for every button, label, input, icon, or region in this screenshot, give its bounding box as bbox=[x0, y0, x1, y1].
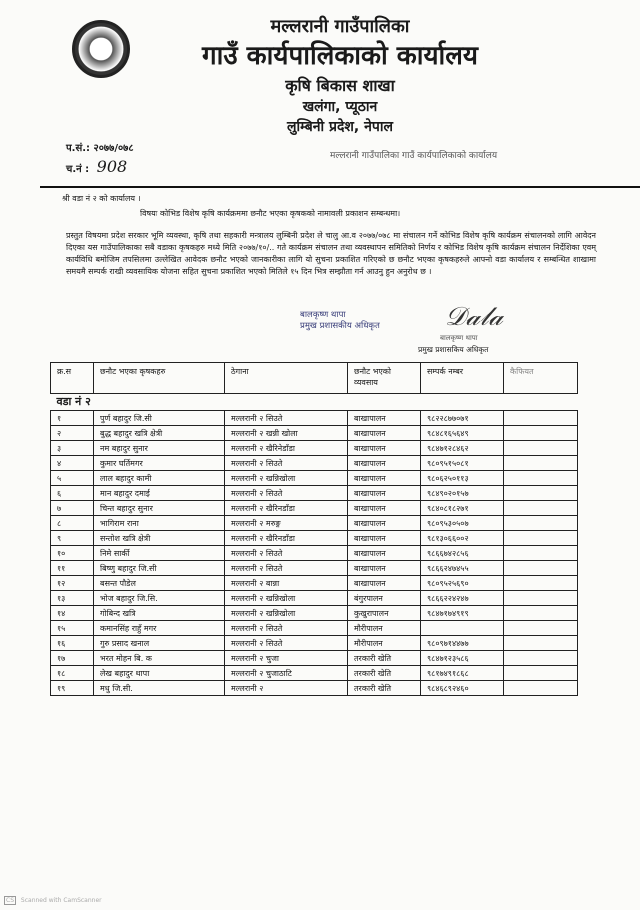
table-row bbox=[51, 516, 578, 531]
cell-sn: १४ bbox=[51, 606, 94, 621]
signatory-title: प्रमुख प्रशासकिय अधिकृत bbox=[418, 345, 489, 354]
cell-farmer-name: पुर्ण बहादुर जि.सी bbox=[94, 411, 225, 426]
cell-business: बंगुरपालन bbox=[348, 591, 421, 606]
col-business: छनौट भएको व्यवसाय bbox=[348, 363, 421, 394]
table-row bbox=[51, 621, 578, 636]
cell-address: मल्लरानी २ खैरिनडाँडा bbox=[225, 531, 348, 546]
dispatch-label: च.नं : bbox=[66, 164, 90, 175]
cell-farmer-name: मान बहादुर दमाई bbox=[94, 486, 225, 501]
municipality-name: मल्लरानी गाउँपालिका bbox=[270, 16, 410, 37]
cell-farmer-name: लाल बहादुर कामी bbox=[94, 471, 225, 486]
cell-business: मौरीपालन bbox=[348, 621, 421, 636]
table-row bbox=[51, 651, 578, 666]
cell-business: बाखापालन bbox=[348, 486, 421, 501]
table-row bbox=[51, 546, 578, 561]
cell-remarks bbox=[504, 621, 578, 636]
cell-remarks bbox=[504, 516, 578, 531]
cell-address: मल्लरानी २ खन्निखोला bbox=[225, 606, 348, 621]
cell-business: कुखुरापालन bbox=[348, 606, 421, 621]
table-row bbox=[51, 666, 578, 681]
cell-sn: ६ bbox=[51, 486, 94, 501]
cell-remarks bbox=[504, 411, 578, 426]
cell-business: तरकारी खेति bbox=[348, 651, 421, 666]
office-stamp: मल्लरानी गाउँपालिका गाउँ कार्यपालिकाको कार्यालय bbox=[330, 151, 498, 161]
cell-remarks bbox=[504, 651, 578, 666]
cell-address: मल्लरानी २ सिउते bbox=[225, 411, 348, 426]
cell-remarks bbox=[504, 636, 578, 651]
cell-business: बाखापालन bbox=[348, 576, 421, 591]
dispatch-number: 908 bbox=[96, 157, 128, 176]
cell-sn: ४ bbox=[51, 456, 94, 471]
cell-sn: १८ bbox=[51, 666, 94, 681]
cell-phone: ९८४६८९२४६० bbox=[421, 681, 504, 696]
cell-sn: १७ bbox=[51, 651, 94, 666]
col-sn: क्र.स bbox=[51, 363, 94, 394]
officer-stamp bbox=[300, 310, 380, 332]
cell-farmer-name: बिष्णु बहादुर जि.सी bbox=[94, 561, 225, 576]
cell-business: तरकारी खेति bbox=[348, 681, 421, 696]
cell-remarks bbox=[504, 501, 578, 516]
cell-business: बाखापालन bbox=[348, 411, 421, 426]
cell-sn: ८ bbox=[51, 516, 94, 531]
letter-body: प्रस्तुत विषयमा प्रदेश सरकार भूमि व्यवस्था, कृषि तथा सहकारी मन्त्रालय लुम्बिनी प्रदेश ले चालु आ.व २०७७/०७८ मा संचालन गर्ने कोभिड विशेष कृषि कार्यक्रम संचालनको लागि आवेदन दिएका यस गाउँपालिकाका सबै वडाका कृषकहरु मध्ये मिति २०७७/१०/.. गते कार्यक्रम संचालन तथा व्यवस्थापन समितिको निर्णय र कोभिड विशेष कृषि कार्यक्रम संचालन निर्देशिका एवम् कार्यविधि बमोजिम तपसिलमा उल्लेखित आवेदक छनौट भएको जानकारीका लागि यो सुचना प्रकाशित गरिएको छ छनौट भएका कृषकहरुले आफ्नो वडा कार्यालय र सम्बन्धित शाखामा समयमै सम्पर्क राखी व्यवसायिक योजना सहित सुचना प्रकाशित भएको मितिले १५ दिन भित्र सम्झौता गर्न आउनु हुन अनुरोध छ । bbox=[66, 231, 596, 276]
cell-farmer-name: निमे सार्की bbox=[94, 546, 225, 561]
cell-business: बाखापालन bbox=[348, 441, 421, 456]
fiscal-label: प.सं.: bbox=[66, 143, 91, 154]
table-row bbox=[51, 456, 578, 471]
cell-remarks bbox=[504, 441, 578, 456]
table-row bbox=[51, 591, 578, 606]
cell-phone: ९८६६२४७४५५ bbox=[421, 561, 504, 576]
cell-business: बाखापालन bbox=[348, 531, 421, 546]
cell-phone: ९८०९७१४४७७ bbox=[421, 636, 504, 651]
cell-address: मल्लरानी २ चुजा bbox=[225, 651, 348, 666]
cell-remarks bbox=[504, 486, 578, 501]
header-divider bbox=[40, 186, 640, 188]
cell-address: मल्लरानी २ मरुङ्ग bbox=[225, 516, 348, 531]
cell-farmer-name: लेख बहादुर थापा bbox=[94, 666, 225, 681]
cell-address: मल्लरानी २ खैरिनडाँडा bbox=[225, 501, 348, 516]
cell-sn: १५ bbox=[51, 621, 94, 636]
table-row bbox=[51, 441, 578, 456]
signature: 𝒟𝒶𝓁𝒶 bbox=[445, 302, 503, 332]
selected-farmers-table bbox=[50, 362, 578, 696]
stamp-name: बालकृष्ण थापा bbox=[300, 310, 346, 320]
cell-business: बाखापालन bbox=[348, 561, 421, 576]
col-farmer-name: छनौट भएका कृषकहरु bbox=[94, 363, 225, 394]
cell-business: बाखापालन bbox=[348, 456, 421, 471]
cell-farmer-name: मधु जि.सी. bbox=[94, 681, 225, 696]
cell-phone: ९८६६७४२८५६ bbox=[421, 546, 504, 561]
table-row bbox=[51, 411, 578, 426]
government-emblem-logo bbox=[72, 20, 130, 78]
cell-remarks bbox=[504, 681, 578, 696]
cell-phone: ९८०९५२५६९० bbox=[421, 576, 504, 591]
stamp-title: प्रमुख प्रशासकीय अधिकृत bbox=[300, 321, 380, 331]
table-row bbox=[51, 636, 578, 651]
cell-phone: ९८४९०२०१५७ bbox=[421, 486, 504, 501]
cell-sn: १ bbox=[51, 411, 94, 426]
location: खलंगा, प्यूठान bbox=[302, 99, 378, 115]
cell-business: बाखापालन bbox=[348, 546, 421, 561]
cell-phone: ९८६६२२४२४७ bbox=[421, 591, 504, 606]
cell-sn: १९ bbox=[51, 681, 94, 696]
cell-farmer-name: कुमार घर्तिमगर bbox=[94, 456, 225, 471]
cell-remarks bbox=[504, 561, 578, 576]
cell-farmer-name: बसन्त पौडेल bbox=[94, 576, 225, 591]
cell-phone: ९८४७१२३५८६ bbox=[421, 651, 504, 666]
cell-farmer-name: भागिराम राना bbox=[94, 516, 225, 531]
table-row bbox=[51, 576, 578, 591]
cell-phone: ९८०९५१५०८१ bbox=[421, 456, 504, 471]
cell-sn: ७ bbox=[51, 501, 94, 516]
cell-sn: १६ bbox=[51, 636, 94, 651]
cell-phone: ९८४७१२८४६२ bbox=[421, 441, 504, 456]
cell-sn: ९ bbox=[51, 531, 94, 546]
cell-farmer-name: नम बहादुर सुनार bbox=[94, 441, 225, 456]
signatory-name: बालकृष्ण थापा bbox=[440, 334, 478, 342]
table-row bbox=[51, 426, 578, 441]
cell-farmer-name: बुद्ध बहादुर खत्रि क्षेत्री bbox=[94, 426, 225, 441]
cell-remarks bbox=[504, 591, 578, 606]
cell-business: बाखापालन bbox=[348, 426, 421, 441]
table-row bbox=[51, 471, 578, 486]
cell-address: मल्लरानी २ बान्ना bbox=[225, 576, 348, 591]
scanner-text: Scanned with CamScanner bbox=[20, 897, 102, 904]
cell-phone: ९८१३०६६००२ bbox=[421, 531, 504, 546]
col-remarks: कैफियत bbox=[504, 363, 578, 394]
cell-remarks bbox=[504, 531, 578, 546]
cell-address: मल्लरानी २ खन्निखोला bbox=[225, 591, 348, 606]
cell-phone: ९८४८१६५६४९ bbox=[421, 426, 504, 441]
camscanner-icon: CS bbox=[6, 897, 14, 904]
cell-remarks bbox=[504, 456, 578, 471]
cell-address: मल्लरानी २ सिउते bbox=[225, 561, 348, 576]
cell-phone: ९८०९५३०५०७ bbox=[421, 516, 504, 531]
cell-farmer-name: कमानसिंह राहुँ मगर bbox=[94, 621, 225, 636]
cell-sn: ३ bbox=[51, 441, 94, 456]
province: लुम्बिनी प्रदेश, नेपाल bbox=[287, 119, 393, 135]
cell-sn: १० bbox=[51, 546, 94, 561]
cell-farmer-name: चिन्त बहादुर सुनार bbox=[94, 501, 225, 516]
cell-phone: ९८४०८१८२७१ bbox=[421, 501, 504, 516]
ward-label: वडा नं २ bbox=[51, 394, 578, 411]
cell-farmer-name: सन्तोश खत्रि क्षेत्री bbox=[94, 531, 225, 546]
cell-address: मल्लरानी २ सिउते bbox=[225, 621, 348, 636]
table-row bbox=[51, 681, 578, 696]
table-row bbox=[51, 531, 578, 546]
table-header-row bbox=[51, 363, 578, 394]
cell-phone: ९८०६२५०११३ bbox=[421, 471, 504, 486]
cell-phone: ९८२२८७७०७१ bbox=[421, 411, 504, 426]
cell-remarks bbox=[504, 426, 578, 441]
cell-phone bbox=[421, 621, 504, 636]
cell-sn: ५ bbox=[51, 471, 94, 486]
table-row bbox=[51, 486, 578, 501]
cell-farmer-name: गोबिन्द खत्रि bbox=[94, 606, 225, 621]
table-row bbox=[51, 561, 578, 576]
cell-address: मल्लरानी २ चुजाठाटि bbox=[225, 666, 348, 681]
cell-sn: १३ bbox=[51, 591, 94, 606]
cell-address: मल्लरानी २ खन्नी खोला bbox=[225, 426, 348, 441]
cell-remarks bbox=[504, 576, 578, 591]
cell-remarks bbox=[504, 471, 578, 486]
cell-address: मल्लरानी २ सिउते bbox=[225, 546, 348, 561]
dispatch-ref bbox=[66, 157, 128, 177]
subject-line: विषयः कोभिड विशेष कृषि कार्यक्रममा छनौट भएका कृषकको नामावली प्रकाशन सम्बन्धमा। bbox=[140, 209, 401, 218]
col-address: ठेगाना bbox=[225, 363, 348, 394]
table-row bbox=[51, 606, 578, 621]
cell-address: मल्लरानी २ सिउते bbox=[225, 636, 348, 651]
cell-business: बाखापालन bbox=[348, 501, 421, 516]
branch-name: कृषि बिकास शाखा bbox=[285, 76, 395, 95]
fiscal-year: २०७७/०७८ bbox=[93, 143, 134, 154]
addressee: श्री वडा नं २ को कार्यालय । bbox=[62, 194, 141, 203]
office-name: गाउँ कार्यपालिकाको कार्यालय bbox=[202, 41, 478, 71]
cell-remarks bbox=[504, 606, 578, 621]
cell-sn: ११ bbox=[51, 561, 94, 576]
col-phone: सम्पर्क नम्बर bbox=[421, 363, 504, 394]
cell-business: तरकारी खेति bbox=[348, 666, 421, 681]
cell-remarks bbox=[504, 666, 578, 681]
cell-remarks bbox=[504, 546, 578, 561]
cell-farmer-name: गुरु प्रसाद खनाल bbox=[94, 636, 225, 651]
cell-address: मल्लरानी २ bbox=[225, 681, 348, 696]
cell-address: मल्लरानी २ सिउते bbox=[225, 486, 348, 501]
cell-phone: ९८४७१७४९१९ bbox=[421, 606, 504, 621]
cell-farmer-name: भोज बहादुर जि.सि. bbox=[94, 591, 225, 606]
cell-farmer-name: भरत मोहन बि. क bbox=[94, 651, 225, 666]
cell-sn: २ bbox=[51, 426, 94, 441]
cell-business: बाखापालन bbox=[348, 471, 421, 486]
cell-address: मल्लरानी २ खैरिनेडाँडा bbox=[225, 441, 348, 456]
cell-phone: ९८१७४९१८६८ bbox=[421, 666, 504, 681]
cell-business: मौरीपालन bbox=[348, 636, 421, 651]
scanner-watermark bbox=[4, 896, 102, 905]
cell-address: मल्लरानी २ खन्निखोला bbox=[225, 471, 348, 486]
cell-sn: १२ bbox=[51, 576, 94, 591]
cell-address: मल्लरानी २ सिउते bbox=[225, 456, 348, 471]
ward-row bbox=[51, 394, 578, 411]
table-row bbox=[51, 501, 578, 516]
cell-business: बाखापालन bbox=[348, 516, 421, 531]
fiscal-year-ref bbox=[66, 142, 134, 156]
